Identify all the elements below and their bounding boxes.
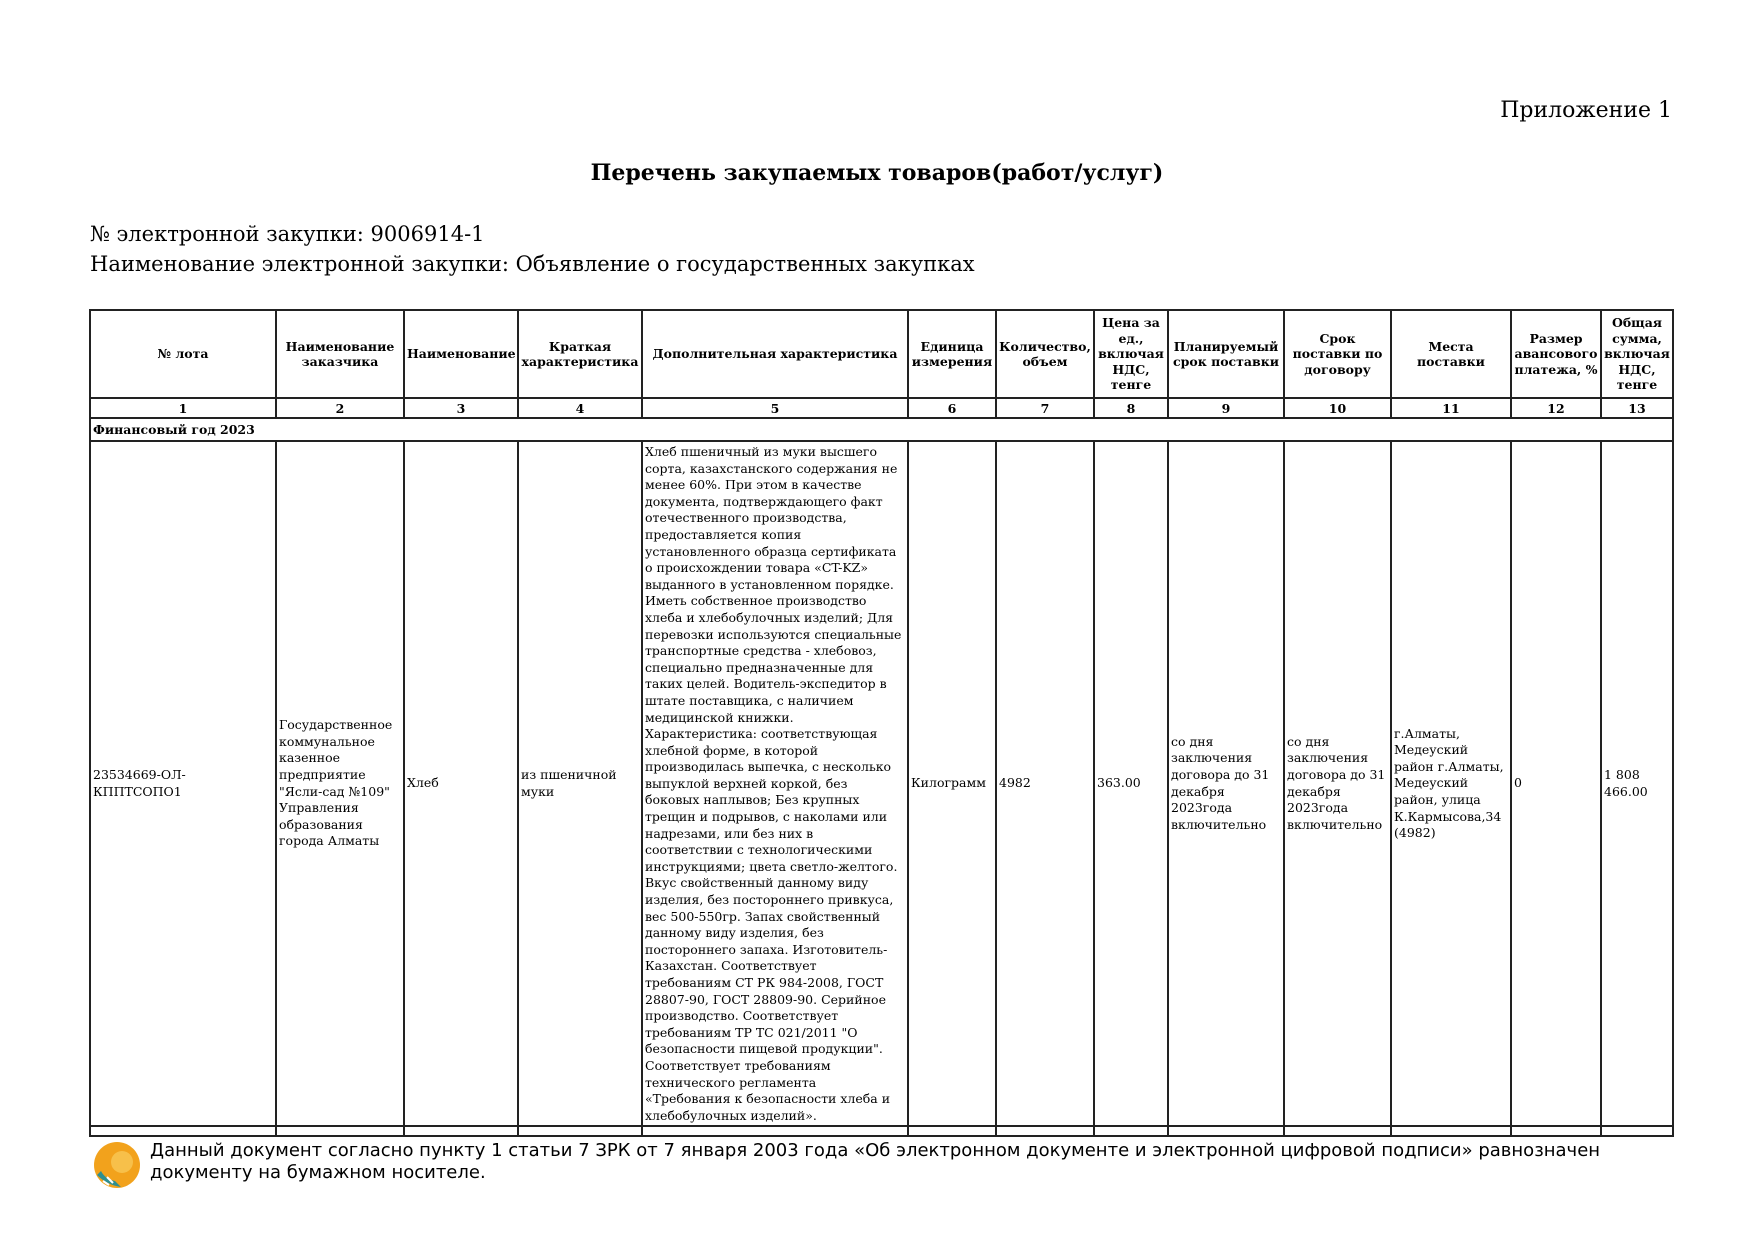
column-number: 1 — [90, 398, 276, 418]
page-title: Перечень закупаемых товаров(работ/услуг) — [590, 160, 1164, 186]
appendix-label: Приложение 1 — [1500, 98, 1672, 123]
egov-logo-icon — [93, 1141, 141, 1189]
column-number: 11 — [1391, 398, 1511, 418]
cell-planned-delivery: со дня заключения договора до 31 декабря 2023года включительно — [1168, 441, 1284, 1126]
column-number: 4 — [518, 398, 642, 418]
fiscal-year-row — [90, 418, 1673, 441]
column-number-row — [90, 398, 1673, 418]
cell-price: 363.00 — [1094, 441, 1168, 1126]
cell-name: Хлеб — [404, 441, 518, 1126]
column-number: 6 — [908, 398, 996, 418]
column-header-advance: Размер авансового платежа, % — [1511, 310, 1601, 398]
column-number: 9 — [1168, 398, 1284, 418]
table-bottom-row — [90, 1126, 1673, 1136]
table-header-row — [90, 310, 1673, 398]
column-header-price: Цена за ед., включая НДС, тенге — [1094, 310, 1168, 398]
column-header-name: Наименование — [404, 310, 518, 398]
column-number: 7 — [996, 398, 1094, 418]
column-header-total: Общая сумма, включая НДС, тенге — [1601, 310, 1673, 398]
cell-quantity: 4982 — [996, 441, 1094, 1126]
cell-customer: Государственное коммунальное казенное предприятие "Ясли-сад №109" Управления образования города Алматы — [276, 441, 404, 1126]
procurement-number: № электронной закупки: 9006914-1 — [90, 222, 485, 246]
column-number: 10 — [1284, 398, 1391, 418]
cell-short: из пшеничной муки — [518, 441, 642, 1126]
column-number: 5 — [642, 398, 908, 418]
procurement-table — [89, 309, 1674, 1137]
column-header-quantity: Количество, объем — [996, 310, 1094, 398]
cell-place: г.Алматы, Медеуский район г.Алматы, Медеуский район, улица К.Кармысова,34 (4982) — [1391, 441, 1511, 1126]
column-number: 2 — [276, 398, 404, 418]
column-header-short: Краткая характеристика — [518, 310, 642, 398]
cell-total: 1 808 466.00 — [1601, 441, 1673, 1126]
column-header-customer: Наименование заказчика — [276, 310, 404, 398]
fiscal-year-label: Финансовый год 2023 — [90, 418, 1673, 441]
column-number: 8 — [1094, 398, 1168, 418]
column-number: 3 — [404, 398, 518, 418]
column-header-lot: № лота — [90, 310, 276, 398]
cell-contract-delivery: со дня заключения договора до 31 декабря 2023года включительно — [1284, 441, 1391, 1126]
table-row — [90, 441, 1673, 1126]
procurement-name: Наименование электронной закупки: Объявление о государственных закупках — [90, 252, 975, 276]
legal-notice: Данный документ согласно пункту 1 статьи 7 ЗРК от 7 января 2003 года «Об электронном документе и электронной цифровой подписи» равнозначен документу на бумажном носителе. — [150, 1140, 1601, 1183]
column-header-place: Места поставки — [1391, 310, 1511, 398]
footer — [91, 1140, 1691, 1200]
column-number: 12 — [1511, 398, 1601, 418]
column-header-unit: Единица измерения — [908, 310, 996, 398]
column-header-description: Дополнительная характеристика — [642, 310, 908, 398]
cell-lot: 23534669-ОЛ-КППТСОПО1 — [90, 441, 276, 1126]
column-header-planned-delivery: Планируемый срок поставки — [1168, 310, 1284, 398]
cell-unit: Килограмм — [908, 441, 996, 1126]
cell-advance: 0 — [1511, 441, 1601, 1126]
column-number: 13 — [1601, 398, 1673, 418]
column-header-contract-delivery: Срок поставки по договору — [1284, 310, 1391, 398]
cell-description: Хлеб пшеничный из муки высшего сорта, казахстанского содержания не менее 60%. При этом в качестве документа, подтверждающего факт отечественного производства, предоставляется копия установленного образца сертификата о происхождении товара «CT-KZ» выданного в установленном порядке. Иметь собственное производство хлеба и хлебобулочных изделий; Для перевозки используются специальные транспортные средства - хлебовоз, специально предназначенные для таких целей. Водитель-экспедитор в штате поставщика, с наличием медицинской книжки. Характеристика: соответствующая хлебной форме, в которой производилась выпечка, с несколько выпуклой верхней коркой, без боковых наплывов; Без крупных трещин и подрывов, с наколами или надрезами, или без них в соответствии с технологическими инструкциями; цвета светло-желтого. Вкус свойственный данному виду изделия, без постороннего привкуса, вес 500-550гр. Запах свойственный данному виду изделия, без постороннего запаха. Изготовитель-Казахстан. Соответствует требованиям СТ РК 984-2008, ГОСТ 28807-90, ГОСТ 28809-90. Серийное производство. Соответствует требованиям ТР ТС 021/2011 "О безопасности пищевой продукции". Соответствует требованиям технического регламента «Требования к безопасности хлеба и хлебобулочных изделий». — [642, 441, 908, 1126]
